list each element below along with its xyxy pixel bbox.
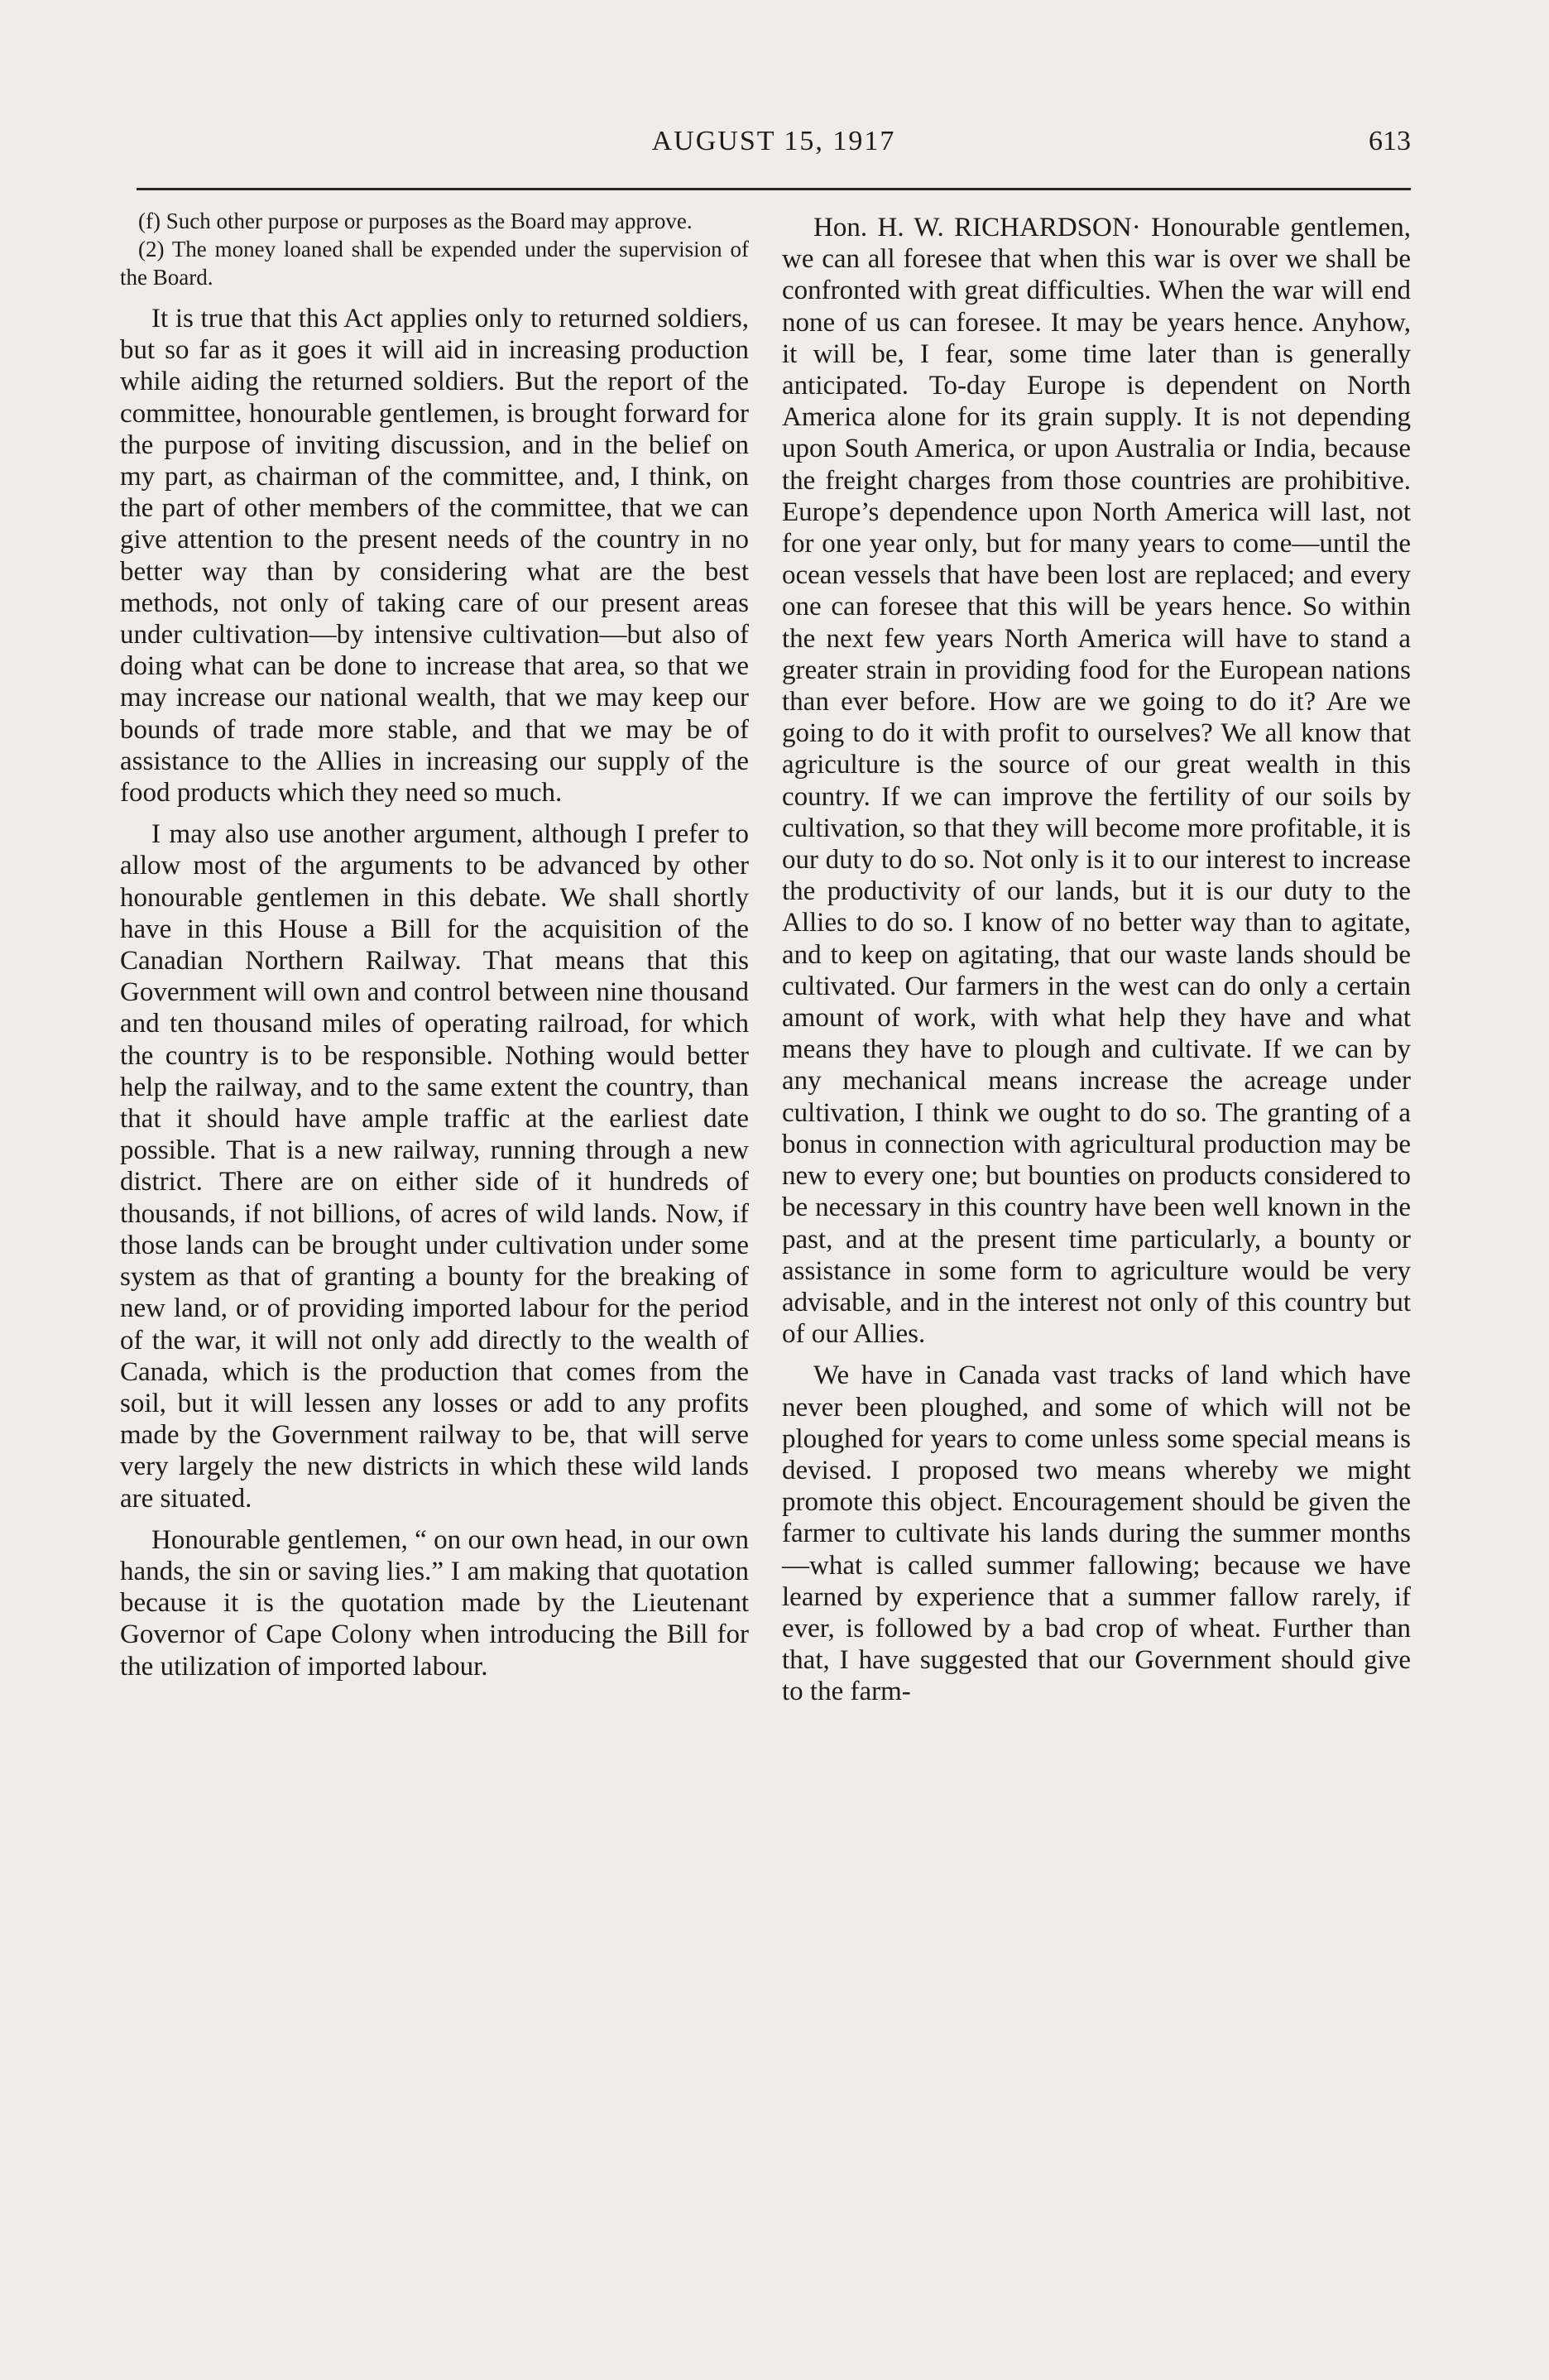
quoted-clause-2: (2) The money loaned shall be expended under the supervision of the Board. <box>120 237 749 290</box>
paragraph: It is true that this Act applies only to returned soldiers, but so far as it goes it will aid in increasing production while aiding the returned soldiers. But the report of the committee, honourable gentlemen, is brought forward for the purpose of inviting discussion, and in the belief on my part, as chairman of the committee, and, I think, on the part of other members of the committee, that we can give attention to the present needs of the country in no better way than by considering what are the best methods, not only of taking care of our present areas under cultivation—by intensive cultivation—but also of doing what can be done to increase that area, so that we may increase our national wealth, that we may keep our bounds of trade more stable, and that we may be of assistance to the Allies in increasing our supply of the food products which they need so much. <box>120 304 749 809</box>
header-rule <box>137 188 1411 190</box>
paragraph: I may also use another argument, although I prefer to allow most of the arguments to be advanced by other honourable gentlemen in this debate. We shall shortly have in this House a Bill for the acquisition of the Canadian Northern Railway. That means that this Government will own and control between nine thousand and ten thousand miles of operating railroad, for which the country is to be responsible. Nothing would better help the railway, and to the same extent the country, than that it should have ample traffic at the earliest date possible. That is a new railway, running through a new district. There are on either side of it hundreds of thousands, if not billions, of acres of wild lands. Now, if those lands can be brought under cultivation under some system as that of granting a bounty for the breaking of new land, or of providing imported labour for the period of the war, it will not only add directly to the wealth of Canada, which is the production that comes from the soil, but it will lessen any losses or add to any profits made by the Government railway to be, that will serve very largely the new districts in which these wild lands are situated. <box>120 819 749 1514</box>
page-number: 613 <box>1369 126 1411 156</box>
running-head <box>137 126 1411 175</box>
right-column <box>782 207 1411 1708</box>
speech-text: Honourable gentlemen, we can all foresee that when this war is over we shall be confronted with great difficulties. When the war will end none of us can foresee. It may be years hence. Anyhow, it will be, I fear, some time later than is generally anticipated. To-day Europe is dependent on North America alone for its grain supply. It is not depending upon South America, or upon Australia or India, because the freight charges from those countries are prohibitive. Europe’s dependence upon North America will last, not for one year only, but for many years to come—until the ocean vessels that have been lost are replaced; and every one can foresee that this will be years hence. So within the next few years North America will have to stand a greater strain in providing food for the European nations than ever before. How are we going to do it? Are we going to do it with profit to ourselves? We all know that agriculture is the source of our great wealth in this country. If we can improve the fertility of our soils by cultivation, so that they will become more profitable, it is our duty to do so. Not only is it to our interest to increase the productivity of our lands, but it is our duty to the Allies to do so. I know of no better way than to agitate, and to keep on agitating, that our waste lands should be cultivated. Our farmers in the west can do only a certain amount of work, with what help they have and what means they have to plough and cultivate. If we can by any mechanical means increase the acreage under cultivation, I think we ought to do so. The granting of a bonus in connection with agricultural production may be new to every one; but bounties on products considered to be necessary in this country have been well known in the past, and at the present time particularly, a bounty or assistance in some form to agriculture would be very advisable, and in the interest not only of this country but of our Allies. <box>782 213 1411 1350</box>
quoted-clause-f: (f) Such other purpose or purposes as the Board may approve. <box>138 209 693 233</box>
page-date: AUGUST 15, 1917 <box>651 126 896 156</box>
speaker-name: Hon. H. W. RICHARDSON· <box>813 213 1141 242</box>
left-column <box>120 207 749 1682</box>
speech-paragraph <box>782 212 1411 1350</box>
paragraph: Honourable gentlemen, “ on our own head, in our own hands, the sin or saving lies.” I am making that quotation because it is the quotation made by the Lieutenant Governor of Cape Colony when introducing the Bill for the utilization of imported labour. <box>120 1524 749 1682</box>
paragraph: We have in Canada vast tracks of land which have never been ploughed, and some of which will not be ploughed for years to come unless some special means is devised. I proposed two means whereby we might promote this object. Encouragement should be given the farmer to cultivate his lands during the summer months—what is called summer fallowing; because we have learned by experience that a summer fallow rarely, if ever, is followed by a bad crop of wheat. Further than that, I have suggested that our Government should give to the farm- <box>782 1360 1411 1707</box>
